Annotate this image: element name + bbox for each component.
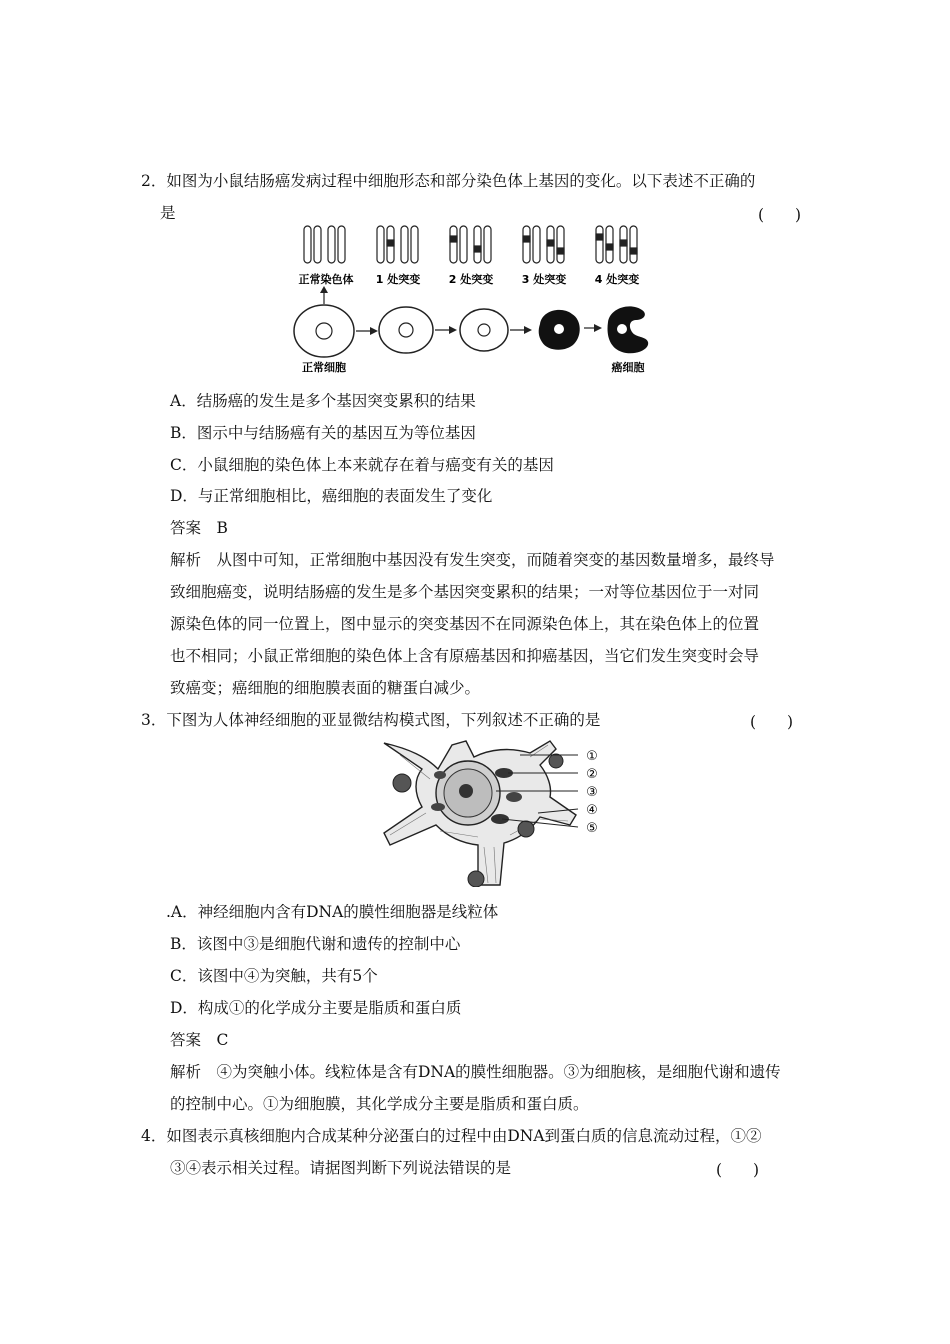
q2-analysis-line2: 致细胞癌变，说明结肠癌的发生是多个基因突变累积的结果；一对等位基因位于一对同 <box>170 583 760 601</box>
chromosome-group-3 <box>523 226 564 263</box>
q3-option-d: D．构成①的化学成分主要是脂质和蛋白质 <box>170 999 462 1017</box>
q3-analysis-line2: 的控制中心。①为细胞膜，其化学成分主要是脂质和蛋白质。 <box>170 1095 589 1113</box>
q3-option-b: B．该图中③是细胞代谢和遗传的控制中心 <box>170 935 461 953</box>
label-4: ④ <box>586 803 598 818</box>
q3-neuron-figure <box>380 735 605 887</box>
chromosome-label-2: 2 处突变 <box>448 273 494 286</box>
arrow-2 <box>449 326 457 334</box>
arrow-1 <box>370 327 378 335</box>
cell-stage-2 <box>379 307 433 353</box>
label-5: ⑤ <box>586 821 598 836</box>
chromosome-label-normal: 正常染色体 <box>298 273 354 286</box>
arrow-3 <box>524 326 532 334</box>
q2-stem-line1: 2．如图为小鼠结肠癌发病过程中细胞形态和部分染色体上基因的变化。以下表述不正确的 <box>141 172 756 190</box>
label-2: ② <box>586 767 598 782</box>
q2-stem-line2: 是 <box>160 204 176 222</box>
arrow-4 <box>594 324 602 332</box>
chromosome-label-3: 3 处突变 <box>521 273 567 286</box>
q2-answer-paren: ( ) <box>758 206 802 224</box>
q2-option-b: B．图示中与结肠癌有关的基因互为等位基因 <box>170 424 476 442</box>
q2-option-d: D．与正常细胞相比，癌细胞的表面发生了变化 <box>170 487 493 505</box>
chromosome-group-1 <box>377 226 418 263</box>
q2-analysis-line1: 解析 从图中可知，正常细胞中基因没有发生突变，而随着突变的基因数量增多，最终导 <box>170 551 775 569</box>
chromosome-group-2 <box>450 226 491 263</box>
q3-option-c: C．该图中④为突触，共有5个 <box>170 967 378 985</box>
q3-stem: 3．下图为人体神经细胞的亚显微结构模式图，下列叙述不正确的是 <box>141 711 601 729</box>
chromosome-label-1: 1 处突变 <box>375 273 421 286</box>
q4-stem-line2: ③④表示相关过程。请据图判断下列说法错误的是 <box>170 1159 512 1177</box>
q3-analysis-line1: 解析 ④为突触小体。线粒体是含有DNA的膜性细胞器。③为细胞核，是细胞代谢和遗传 <box>170 1063 781 1081</box>
q4-answer-paren: ( ) <box>716 1161 760 1179</box>
q3-answer: 答案 C <box>170 1031 229 1049</box>
q3-option-a: .A．神经细胞内含有DNA的膜性细胞器是线粒体 <box>166 903 499 921</box>
chromosome-label-4: 4 处突变 <box>594 273 640 286</box>
cell-stage-4 <box>539 310 580 350</box>
q2-analysis-line5: 致癌变；癌细胞的细胞膜表面的糖蛋白减少。 <box>170 679 481 697</box>
q4-stem-line1: 4．如图表示真核细胞内合成某种分泌蛋白的过程中由DNA到蛋白质的信息流动过程，①② <box>141 1127 762 1145</box>
q2-answer: 答案 B <box>170 519 228 537</box>
q2-option-c: C．小鼠细胞的染色体上本来就存在着与癌变有关的基因 <box>170 456 554 474</box>
label-3: ③ <box>586 785 598 800</box>
q2-option-a: A．结肠癌的发生是多个基因突变累积的结果 <box>170 392 476 410</box>
label-1: ① <box>586 749 598 764</box>
cell-stage-3 <box>460 309 508 351</box>
cancer-cell-label: 癌细胞 <box>611 361 645 374</box>
q2-analysis-line4: 也不相同；小鼠正常细胞的染色体上含有原癌基因和抑癌基因，当它们发生突变时会导 <box>170 647 760 665</box>
normal-cell-label: 正常细胞 <box>302 361 346 374</box>
q2-analysis-line3: 源染色体的同一位置上，图中显示的突变基因不在同源染色体上，其在染色体上的位置 <box>170 615 760 633</box>
q2-figure <box>290 220 660 380</box>
q3-answer-paren: ( ) <box>750 713 794 731</box>
cancer-cell <box>608 306 649 353</box>
chromosome-group-normal <box>304 226 345 263</box>
chromosome-group-4 <box>596 226 637 263</box>
normal-cell <box>294 305 354 357</box>
